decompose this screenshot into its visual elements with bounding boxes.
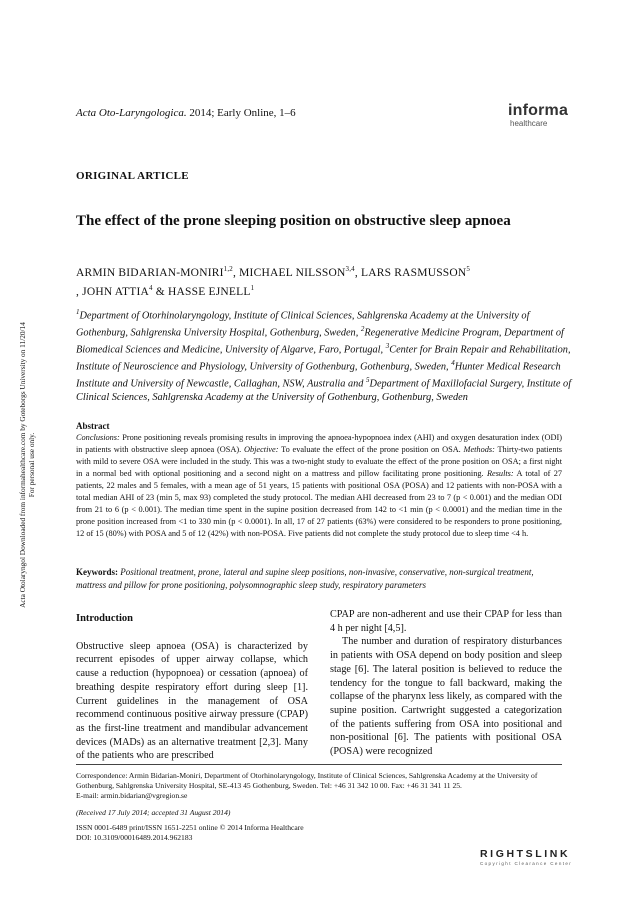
affil-sup: 4: [451, 359, 455, 368]
publisher-logo: [508, 103, 568, 128]
body-paragraph: CPAP are non-adherent and use their CPAP for less than 4 h per night [4,5].: [330, 609, 562, 634]
author-name: & HASSE EJNELL: [152, 285, 251, 298]
side-note-line1: Acta Otolaryngol Downloaded from informahealthcare.com by Goteborgs University on 11/20/14: [18, 322, 27, 608]
download-side-note: [10, 300, 40, 630]
correspondence-text: Correspondence: Armin Bidarian-Moniri, Department of Otorhinolaryngology, Institute of Clinical Sciences, Sahlgrenska Academy at the University of Gothenburg, Sahlgrenska University Hospital, SE-413 45 Gothenburg, Sweden. Tel: +46 31 342 10 00. Fax: +46 31 341 11 25.: [76, 771, 538, 791]
body-column-right: [330, 608, 562, 759]
publisher-logo-sub: healthcare: [510, 119, 548, 128]
affil-text: Center for Brain Repair and Rehabilitation, Institute of Neuroscience and Physiology, University of Gothenburg, Gothenburg, Sweden,: [76, 344, 571, 373]
methods-text: Thirty-two patients with mild to severe OSA were included in the study. This was a two-night study to evaluate the effect of the prone position on OSA; a first night in a normal bed with optional positioning and a second night on a mattress and pillow facilitating prone positioning.: [76, 445, 562, 478]
correspondence-email: E-mail: armin.bidarian@vgregion.se: [76, 791, 188, 801]
journal-name: Acta Oto-Laryngologica.: [76, 107, 187, 119]
side-note-line2: For personal use only.: [27, 432, 36, 498]
introduction-heading: Introduction: [76, 613, 133, 624]
affil-text: Hunter Medical Research Institute and University of Newcastle, Callaghan, NSW, Australia and: [76, 361, 561, 390]
author-name: , JOHN ATTIA: [76, 285, 149, 298]
article-title: The effect of the prone sleeping position on obstructive sleep apnoea: [76, 213, 511, 229]
affiliations: [76, 306, 576, 405]
doi-line: DOI: 10.3109/00016489.2014.962183: [76, 833, 193, 842]
author-name: , MICHAEL NILSSON: [232, 266, 346, 279]
author-name: ARMIN BIDARIAN-MONIRI: [76, 266, 224, 279]
issn-doi: [76, 823, 304, 843]
section-label: ORIGINAL ARTICLE: [76, 170, 189, 182]
author-affil-sup: 3,4: [345, 265, 355, 273]
body-column-left: [76, 612, 308, 763]
received-dates: (Received 17 July 2014; accepted 31 August 2014): [76, 808, 231, 817]
rightslink-logo: [480, 848, 572, 866]
affil-text: Regenerative Medicine Program, Department of Biomedical Sciences and Medicine, University of Algarve, Faro, Portugal,: [76, 327, 564, 356]
journal-citation: [76, 107, 296, 119]
author-list: [76, 262, 546, 300]
objective-label: Objective:: [243, 445, 279, 454]
affil-text: Department of Maxillofacial Surgery, Institute of Clinical Sciences, Sahlgrenska Academy at the University of Gothenburg, Gothenburg, Sweden: [76, 378, 572, 404]
body-paragraph: Obstructive sleep apnoea (OSA) is characterized by recurrent episodes of upper airway collapse, which cause a reduction (hypopnoea) or cessation (apnoea) of breathing despite respiratory effort during sleep [1]. Current guidelines in the management of OSA recommend continuous positive airway pressure (CPAP) as the first-line treatment and mandibular advancement devices (MADs) as an alternative treatment [2,3]. Many of the patients who are prescribed: [76, 640, 308, 762]
download-side-note-text: [18, 300, 36, 630]
footer-divider: [76, 764, 562, 765]
abstract: [76, 420, 562, 540]
abstract-heading: Abstract: [76, 421, 110, 431]
author-affil-sup: 5: [466, 265, 471, 273]
publisher-logo-name: informa: [508, 102, 569, 119]
methods-label: Methods:: [463, 445, 495, 454]
keywords-label: Keywords:: [76, 567, 118, 577]
author-affil-sup: 4: [149, 283, 153, 292]
conclusions-label: Conclusions:: [76, 433, 120, 442]
journal-issue: 2014; Early Online, 1–6: [189, 107, 296, 119]
results-label: Results:: [486, 469, 514, 478]
rightslink-logo-sub: Copyright Clearance Center: [480, 861, 573, 866]
conclusions-text: Prone positioning reveals promising results in improving the apnoea-hypopnoea index (AHI) and oxygen desaturation index (ODI) in patients with obstructive sleep apnoea (OSA).: [76, 433, 562, 454]
author-name: , LARS RASMUSSON: [354, 266, 467, 279]
affil-text: Department of Otorhinolaryngology, Institute of Clinical Sciences, Sahlgrenska Academy at the University of Gothenburg, Sahlgrenska University Hospital, Gothenburg, Sweden,: [76, 310, 530, 339]
results-text: A total of 27 patients, 22 males and 5 females, with a mean age of 51 years, 15 patients with positional OSA (POSA) and 12 patients with non-POSA with a total median AHI of 23 (min 5, max 93) completed the study protocol. The median AHI decreased from 23 to 7 (p < 0.001) and the median ODI from 21 to 6 (p < 0.001). The median time spent in the supine position decreased from 142 to <1 min (p < 0.0001) and the median time in the prone position increased from <1 to 330 min (p < 0.0001). In all, 17 of 27 patients (63%) were considered to be responders to prone positioning, 12 of 15 (80%) with POSA and 5 of 12 (42%) with non-POSA. Five patients did not complete the study protocol due to sleep time <4 h.: [76, 469, 563, 538]
rightslink-logo-text: RIGHTSLINK: [480, 848, 571, 860]
correspondence: [76, 771, 562, 802]
objective-text: To evaluate the effect of the prone position on OSA.: [278, 445, 464, 454]
affil-sup: 5: [366, 376, 370, 385]
keywords: [76, 566, 562, 592]
keywords-text: Positional treatment, prone, lateral and supine sleep positions, non-invasive, conservative, non-surgical treatment, mattress and pillow for prone positioning, polysomnographic sleep study, respiratory parameters: [76, 567, 534, 590]
author-affil-sup: 1,2: [223, 265, 233, 273]
body-paragraph: The number and duration of respiratory disturbances in patients with OSA depend on body position and sleep stage [6]. The lateral position is believed to reduce the tendency for the tongue to fall backward, making the collapse of the pharynx less likely, as compared with the supine position. Cartwright suggested a categorization of the patients suffering from OSA into positional and non-positional [6]. The patients with positional OSA (POSA) were recognized: [330, 636, 562, 758]
author-affil-sup: 1: [250, 283, 255, 292]
affil-sup: 3: [385, 342, 390, 351]
issn-line: ISSN 0001-6489 print/ISSN 1651-2251 online © 2014 Informa Healthcare: [76, 823, 304, 832]
affil-sup: 2: [360, 325, 365, 334]
affil-sup: 1: [76, 308, 80, 316]
